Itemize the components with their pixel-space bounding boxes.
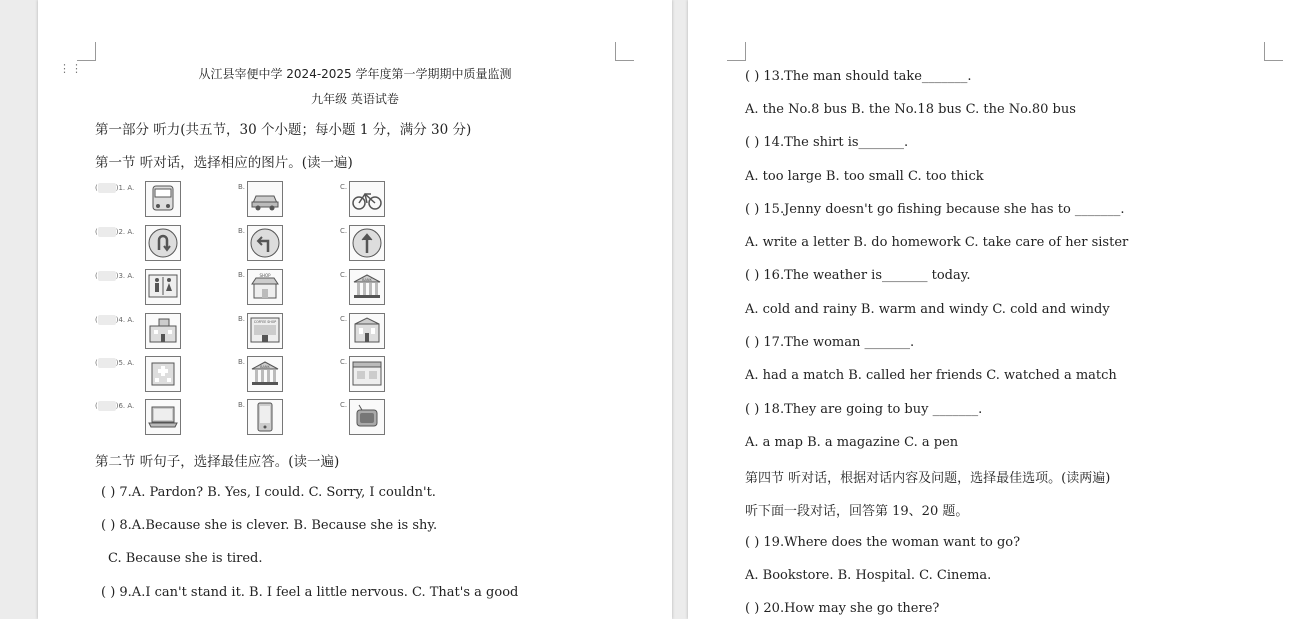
bank-icon <box>349 269 385 305</box>
answer-options-line: A. a map B. a magazine C. a pen <box>745 435 959 450</box>
question-8: ( ) 8.A.Because she is clever. B. Because she is shy. <box>101 518 438 533</box>
picture-question-number: ( )5. A. <box>95 359 135 367</box>
shop-icon <box>247 269 283 305</box>
picture-question-number: ( )2. A. <box>95 228 135 236</box>
question-line: ( ) 18.They are going to buy _______. <box>745 402 983 417</box>
option-label: C. <box>340 183 348 191</box>
u-turn-sign-icon <box>145 225 181 261</box>
question-line: ( ) 16.The weather is_______ today. <box>745 268 971 283</box>
laptop-icon <box>145 399 181 435</box>
picture-question-number: ( )6. A. <box>95 402 135 410</box>
question-line: ( ) 19.Where does the woman want to go? <box>745 535 1021 550</box>
answer-options-line: A. had a match B. called her friends C. watched a match <box>745 368 1117 383</box>
bicycle-icon <box>349 181 385 217</box>
exam-title: 从江县宰便中学 2024-2025 学年度第一学期期中质量监测 <box>198 67 512 81</box>
option-label: C. <box>340 227 348 235</box>
answer-options-line: A. write a letter B. do homework C. take care of her sister <box>745 235 1129 250</box>
option-label: B. <box>238 227 246 235</box>
question-line: ( ) 15.Jenny doesn't go fishing because she has to _______. <box>745 202 1125 217</box>
answer-options-line: A. Bookstore. B. Hospital. C. Cinema. <box>745 568 992 583</box>
answer-options-line: 听下面一段对话，回答第 19、20 题。 <box>745 504 969 519</box>
question-line: ( ) 17.The woman _______. <box>745 335 915 350</box>
option-label: C. <box>340 315 348 323</box>
school-icon <box>145 313 181 349</box>
restroom-icon <box>145 269 181 305</box>
hospital-icon <box>145 356 181 392</box>
part-1-heading: 第一部分 听力(共五节，30 个小题；每小题 1 分，满分 30 分) <box>95 122 472 138</box>
question-8-option-c: C. Because she is tired. <box>108 551 263 566</box>
section-2-heading: 第二节 听句子，选择最佳应答。(读一遍) <box>95 454 340 470</box>
question-line: ( ) 20.How may she go there? <box>745 601 940 616</box>
go-straight-sign-icon <box>349 225 385 261</box>
drag-handle-icon[interactable]: ⋮⋮ <box>59 62 83 75</box>
bus-icon <box>145 181 181 217</box>
crop-mark-top-left <box>727 42 746 61</box>
option-label: B. <box>238 358 246 366</box>
picture-question-number: ( )1. A. <box>95 184 135 192</box>
answer-options-line: A. too large B. too small C. too thick <box>745 169 984 184</box>
museum-icon <box>349 313 385 349</box>
svg-text:SHOP: SHOP <box>259 273 271 278</box>
mobile-phone-icon <box>247 399 283 435</box>
answer-options-line: A. the No.8 bus B. the No.18 bus C. the No.80 bus <box>745 102 1076 117</box>
picture-question-number: ( )4. A. <box>95 316 135 324</box>
supermarket-icon <box>349 356 385 392</box>
svg-text:BANK: BANK <box>362 278 372 282</box>
svg-text:BANK: BANK <box>260 365 270 369</box>
radio-icon <box>349 399 385 435</box>
document-page-2 <box>688 0 1289 619</box>
answer-options-line: 第四节 听对话，根据对话内容及问题，选择最佳选项。(读两遍) <box>745 471 1111 486</box>
option-label: B. <box>238 315 246 323</box>
question-line: ( ) 13.The man should take_______. <box>745 69 972 84</box>
crop-mark-top-right <box>1264 42 1283 61</box>
question-line: ( ) 14.The shirt is_______. <box>745 135 909 150</box>
turn-left-sign-icon <box>247 225 283 261</box>
option-label: C. <box>340 358 348 366</box>
exam-subtitle: 九年级 英语试卷 <box>311 92 399 106</box>
picture-question-number: ( )3. A. <box>95 272 135 280</box>
option-label: C. <box>340 401 348 409</box>
option-label: C. <box>340 271 348 279</box>
bank-icon <box>247 356 283 392</box>
option-label: B. <box>238 401 246 409</box>
svg-text:COFFEE SHOP: COFFEE SHOP <box>253 320 277 324</box>
option-label: B. <box>238 271 246 279</box>
answer-options-line: A. cold and rainy B. warm and windy C. cold and windy <box>745 302 1110 317</box>
crop-mark-top-left <box>77 42 96 61</box>
car-icon <box>247 181 283 217</box>
crop-mark-top-right <box>615 42 634 61</box>
coffee-shop-icon <box>247 313 283 349</box>
question-9: ( ) 9.A.I can't stand it. B. I feel a little nervous. C. That's a good <box>101 585 519 600</box>
question-7: ( ) 7.A. Pardon? B. Yes, I could. C. Sorry, I couldn't. <box>101 485 436 500</box>
option-label: B. <box>238 183 246 191</box>
document-page-1 <box>38 0 672 619</box>
section-1-heading: 第一节 听对话，选择相应的图片。(读一遍) <box>95 155 353 171</box>
